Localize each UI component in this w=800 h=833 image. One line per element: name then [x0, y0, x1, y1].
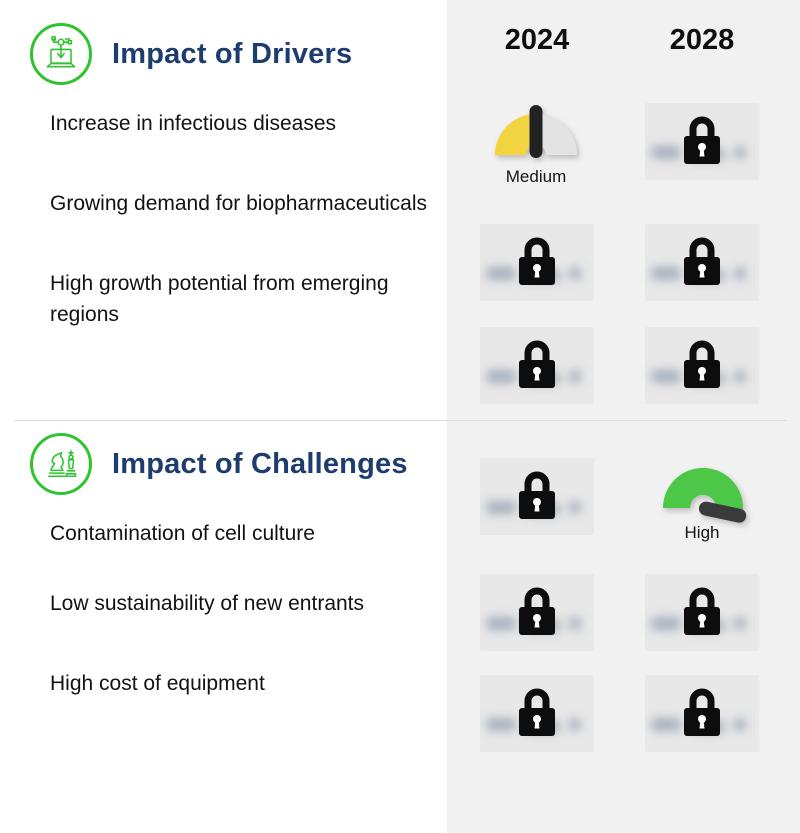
blurred-text — [486, 718, 516, 731]
drivers-title: Impact of Drivers — [112, 37, 353, 70]
blurred-text — [486, 617, 516, 630]
blurred-text — [569, 718, 581, 731]
challenges-header — [30, 432, 408, 496]
padlock-icon — [682, 112, 722, 164]
column-header-2024: 2024 — [504, 24, 570, 56]
locked-cell-drivers-1-2028[interactable] — [645, 103, 759, 180]
computer-network-icon — [30, 23, 92, 85]
padlock-icon — [682, 684, 722, 736]
padlock-icon — [517, 233, 557, 285]
blurred-text — [651, 370, 681, 383]
challenge-item-2: Low sustainability of new entrants — [50, 592, 365, 615]
driver-item-2: Growing demand for biopharmaceuticals — [50, 192, 428, 215]
gauge-level-label: High — [684, 523, 720, 542]
blurred-text — [734, 267, 746, 280]
locked-cell-challenges-3-2028[interactable] — [645, 675, 759, 752]
impact-gauge-high — [656, 458, 748, 543]
challenge-item-1: Contamination of cell culture — [50, 522, 315, 545]
driver-item-3: High growth potential from emerging regions — [50, 272, 389, 326]
blurred-text — [486, 267, 516, 280]
challenges-title: Impact of Challenges — [112, 447, 408, 480]
section-divider — [14, 420, 786, 421]
blurred-text — [486, 501, 516, 514]
padlock-icon — [517, 336, 557, 388]
blurred-text — [734, 718, 746, 731]
blurred-text — [569, 267, 581, 280]
padlock-icon — [682, 583, 722, 635]
padlock-icon — [682, 336, 722, 388]
padlock-icon — [517, 684, 557, 736]
challenge-item-3: High cost of equipment — [50, 672, 265, 695]
locked-cell-challenges-3-2024[interactable] — [480, 675, 594, 752]
impact-gauge-medium — [490, 100, 582, 187]
locked-cell-drivers-2-2028[interactable] — [645, 224, 759, 301]
padlock-icon — [682, 233, 722, 285]
gauge-needle — [530, 105, 543, 158]
locked-cell-drivers-3-2024[interactable] — [480, 327, 594, 404]
blurred-text — [734, 370, 746, 383]
blurred-text — [651, 718, 681, 731]
blurred-text — [734, 617, 746, 630]
chess-pieces-icon — [30, 433, 92, 495]
locked-cell-drivers-3-2028[interactable] — [645, 327, 759, 404]
blurred-text — [569, 501, 581, 514]
gauge-level-label: Medium — [505, 167, 567, 186]
drivers-header — [30, 22, 352, 86]
padlock-icon — [517, 583, 557, 635]
blurred-text — [569, 370, 581, 383]
driver-item-1: Increase in infectious diseases — [50, 112, 336, 135]
locked-cell-challenges-1-2024[interactable] — [480, 458, 594, 535]
blurred-text — [486, 370, 516, 383]
locked-cell-challenges-2-2024[interactable] — [480, 574, 594, 651]
blurred-text — [734, 146, 746, 159]
column-header-2028: 2028 — [669, 24, 735, 56]
locked-cell-challenges-2-2028[interactable] — [645, 574, 759, 651]
blurred-text — [651, 617, 681, 630]
blurred-text — [651, 267, 681, 280]
padlock-icon — [517, 467, 557, 519]
blurred-text — [651, 146, 681, 159]
blurred-text — [569, 617, 581, 630]
locked-cell-drivers-2-2024[interactable] — [480, 224, 594, 301]
